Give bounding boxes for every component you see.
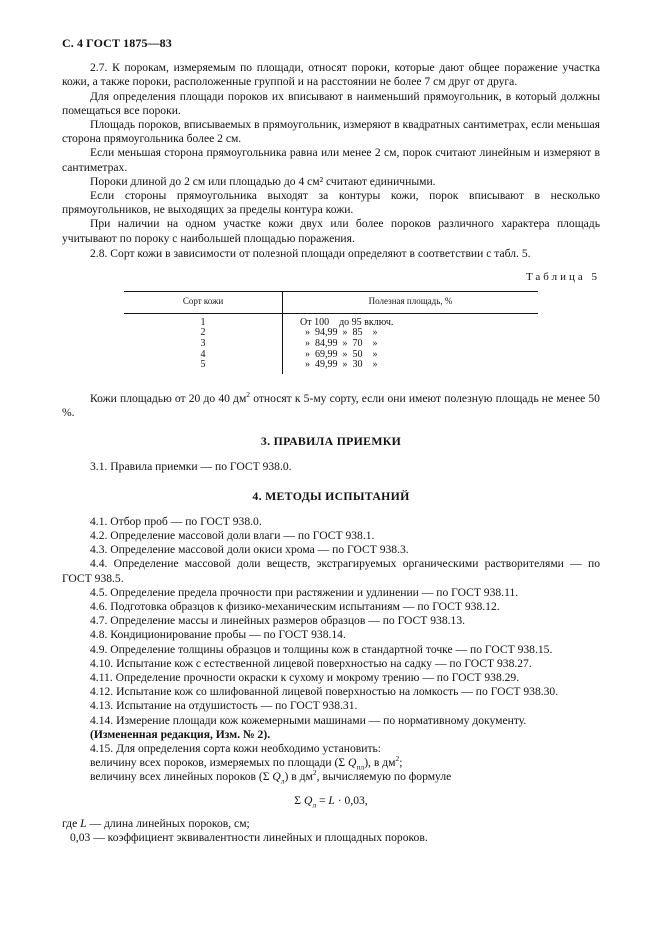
list-item: 4.10. Испытание кож с естественной лицевой поверхностью на садку — по ГОСТ 938.27.	[90, 656, 532, 670]
list-item: 4.7. Определение массы и линейных размеров образцов — по ГОСТ 938.13.	[90, 614, 466, 628]
table-row: 4 » 69,99 » 50 »	[124, 350, 538, 361]
paragraph-3-1: 3.1. Правила приемки — по ГОСТ 938.0.	[90, 460, 292, 474]
grade-table	[124, 291, 538, 374]
where-line-coefficient: 0,03 — коэффициент эквивалентности линейных и площадных пороков.	[70, 831, 428, 845]
table-row: 1 От 100 до 95 включ.	[124, 313, 538, 328]
paragraph: При наличии на одном участке кожи двух или более пороков различного характера площадь учитывают по пороку с наибольшей площадью поражения.	[62, 217, 600, 245]
section-3-title: 3. ПРАВИЛА ПРИЕМКИ	[260, 434, 402, 449]
table-header-area: Полезная площадь, %	[283, 292, 539, 314]
paragraph: Если меньшая сторона прямоугольника равна или менее 2 см, порок считают линейным и измеряют в сантиметрах.	[62, 146, 600, 174]
paragraph-after-table: Кожи площадью от 20 до 40 $дм^2$ относят к 5-му сорту, если они имеют полезную площадь не менее 50 %.	[62, 389, 600, 420]
paragraph: Если стороны прямоугольника выходят за контуры кожи, порок вписывают в несколько прямоугольников, не выходящих за пределы контура кожи.	[62, 189, 600, 217]
where-line-l: где L — длина линейных пороков, см;	[62, 816, 250, 830]
table-row: 2 » 94,99 » 85 »	[124, 328, 538, 339]
list-item: 4.2. Определение массовой доли влаги — по ГОСТ 938.1.	[90, 529, 375, 543]
section-4-title: 4. МЕТОДЫ ИСПЫТАНИЙ	[252, 488, 410, 503]
table-row: 5 » 49,99 » 30 »	[124, 360, 538, 374]
paragraph-2-8: 2.8. Сорт кожи в зависимости от полезной площади определяют в соответствии с табл. 5.	[90, 246, 531, 260]
area-defects-line: величину всех пороков, измеряемых по площади (Σ $Q_{пл}$), в $дм^2$;	[90, 754, 403, 772]
list-item: 4.4. Определение массовой доли веществ, экстрагируемых органическими растворителями — по ГОСТ 938.5.	[62, 557, 600, 585]
list-item: 4.14. Измерение площади кож кожемерными машинами — по нормативному документу.	[90, 713, 527, 727]
table-header-grade: Сорт кожи	[124, 292, 283, 314]
paragraph-2-7: 2.7. К порокам, измеряемым по площади, относят пороки, которые дают общее поражение участка кожи, а также пороки, расположенные группой и на расстоянии не более 7 см друг от друга.	[62, 61, 600, 89]
paragraph: Для определения площади пороков их вписывают в наименьший прямоугольник, в который должны помещаться все пороки.	[62, 89, 600, 117]
list-item: 4.5. Определение предела прочности при растяжении и удлинении — по ГОСТ 938.11.	[90, 585, 519, 599]
page-header: С. 4 ГОСТ 1875—83	[62, 36, 172, 50]
list-item: 4.1. Отбор проб — по ГОСТ 938.0.	[90, 514, 262, 528]
paragraph-single-defects: Пороки длиной до 2 см или площадью до 4 см² считают единичными.	[90, 174, 436, 188]
amendment-note: (Измененная редакция, Изм. № 2).	[90, 727, 271, 741]
table-caption: Таблица 5	[525, 271, 600, 284]
list-item: 4.12. Испытание кож со шлифованной лицевой поверхностью на ломкость — по ГОСТ 938.30.	[90, 685, 559, 699]
paragraph: Площадь пороков, вписываемых в прямоугольник, измеряют в квадратных сантиметрах, если меньшая сторона прямоугольника более 2 см.	[62, 118, 600, 146]
list-item: 4.11. Определение прочности окраски к сухому и мокрому трению — по ГОСТ 938.29.	[90, 671, 520, 685]
linear-defects-line: величину всех линейных пороков (Σ $Q_л$) в $дм^2$, вычисляемую по формуле	[90, 768, 452, 786]
list-item: 4.8. Кондиционирование пробы — по ГОСТ 938.14.	[90, 628, 346, 642]
list-item: 4.9. Определение толщины образцов и толщины кож в стандартной точке — по ГОСТ 938.15.	[90, 642, 553, 656]
list-item: 4.13. Испытание на отдушистость — по ГОСТ 938.31.	[90, 699, 358, 713]
table-row: 3 » 84,99 » 70 »	[124, 339, 538, 350]
paragraph-4-15: 4.15. Для определения сорта кожи необходимо установить:	[90, 742, 382, 756]
list-item: 4.6. Подготовка образцов к физико-механическим испытаниям — по ГОСТ 938.12.	[90, 600, 500, 614]
document-page	[62, 36, 600, 845]
list-item: 4.3. Определение массовой доли окиси хрома — по ГОСТ 938.3.	[90, 543, 409, 557]
formula: Σ $Q_л = L \cdot 0,03$,	[294, 793, 368, 809]
